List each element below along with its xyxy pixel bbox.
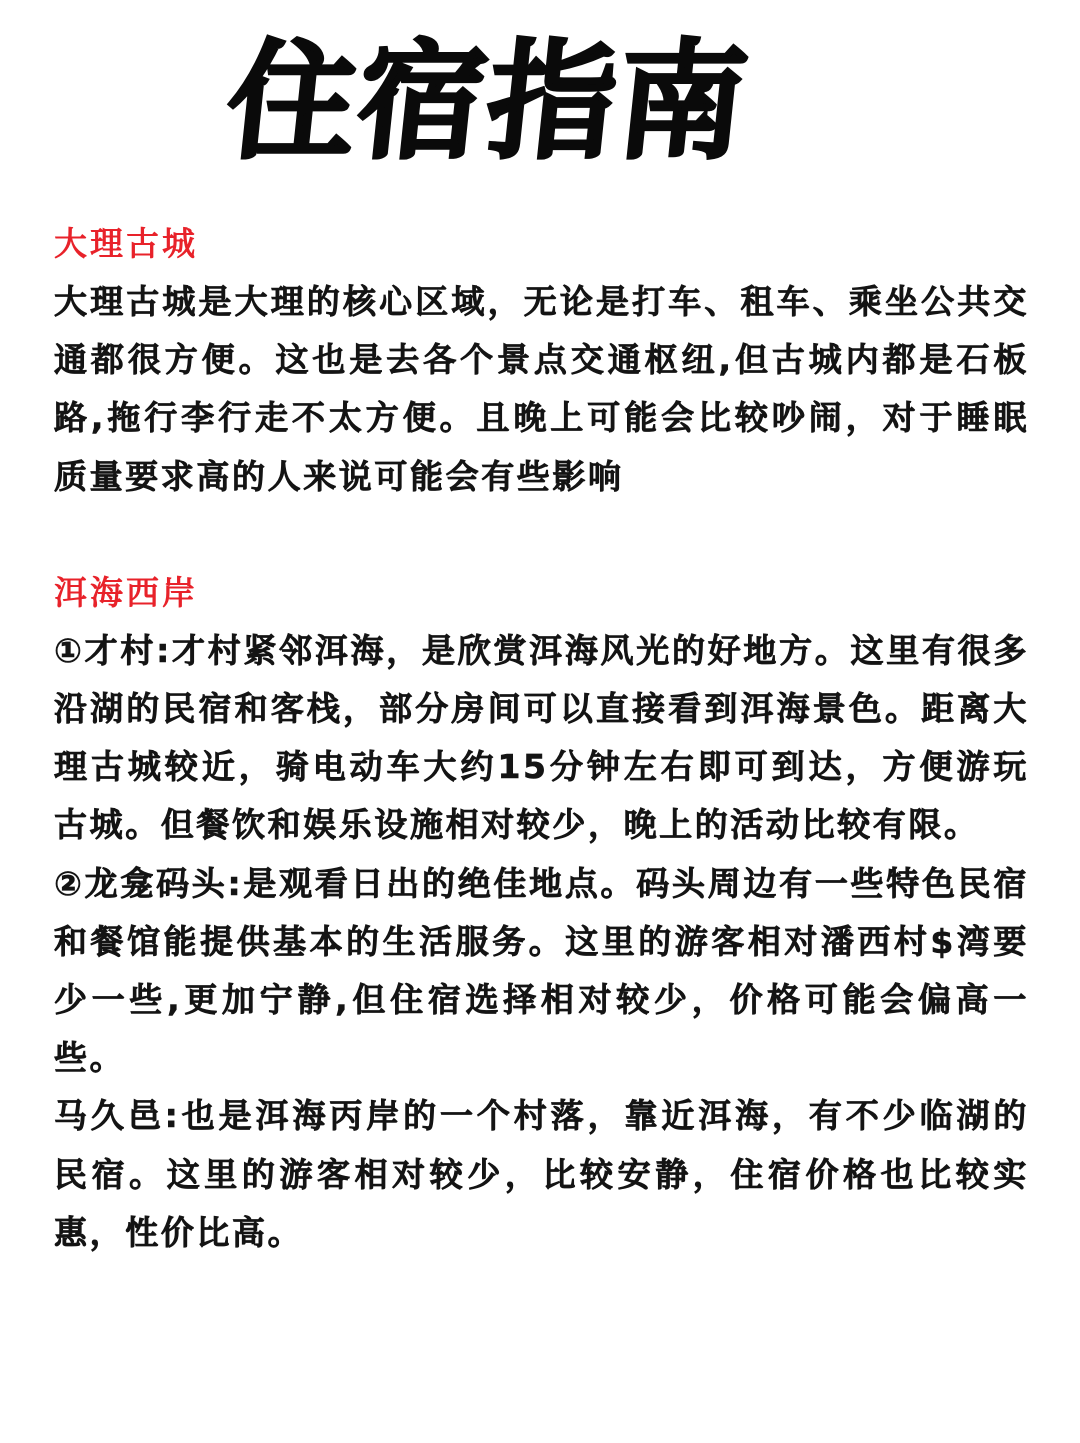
section-erhai-west-bank xyxy=(54,564,1029,1262)
section-paragraph: 大理古城是大理的核心区域，无论是打车、租车、乘坐公共交通都很方便。这也是去各个景点交通枢纽,但古城内都是石板路,拖行李行走不太方便。且晚上可能会比较吵闹，对于睡眠质量要求高的人来说可能会有些影响 xyxy=(54,282,1029,496)
section-paragraph: ②龙龛码头:是观看日出的绝佳地点。码头周边有一些特色民宿和餐馆能提供基本的生活服务。这里的游客相对潘西村$湾要少一些,更加宁静,但住宿选择相对较少，价格可能会偏高一些。 xyxy=(54,863,1029,1078)
section-heading: 洱海西岸 xyxy=(54,572,198,612)
section-spacer xyxy=(54,506,1029,564)
section-paragraph: 马久邑:也是洱海丙岸的一个村落，靠近洱海，有不少临湖的民宿。这里的游客相对较少，比较安静，住宿价格也比较实惠，性价比高。 xyxy=(54,1096,1029,1252)
article-body xyxy=(54,215,1029,1262)
section-heading: 大理古城 xyxy=(54,224,198,263)
section-paragraph: ①才村:才村紧邻洱海，是欣赏洱海风光的好地方。这里有很多沿湖的民宿和客栈，部分房间可以直接看到洱海景色。距离大理古城较近，骑电动车大约15分钟左右即可到达，方便游玩古城。但餐饮和娱乐设施相对较少，晚上的活动比较有限。 xyxy=(54,630,1029,845)
page-title: 住宿指南 xyxy=(220,28,756,177)
section-dali-old-town xyxy=(54,215,1029,506)
